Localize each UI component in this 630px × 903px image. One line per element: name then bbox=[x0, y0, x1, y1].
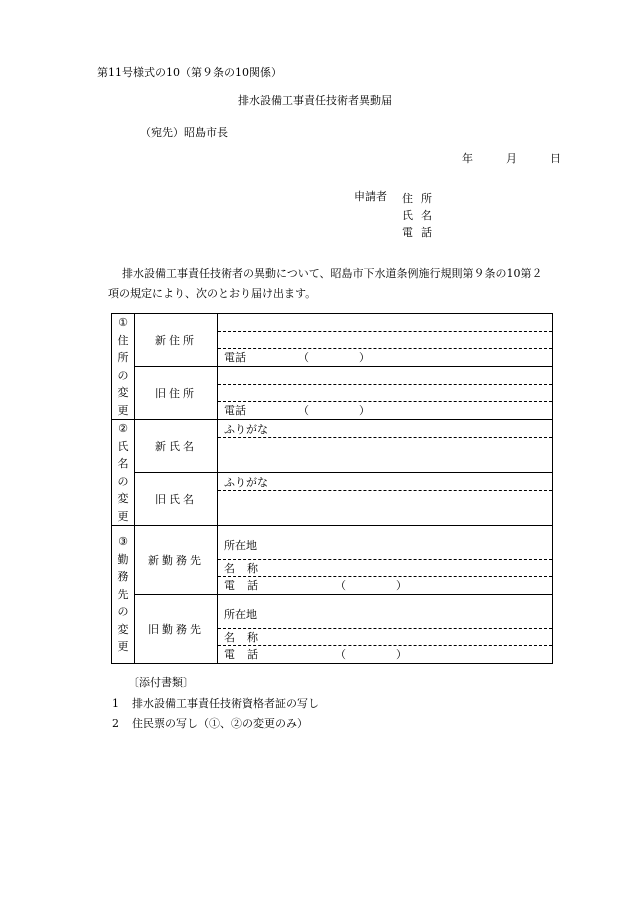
date-day-label: 日 bbox=[550, 152, 561, 165]
old-address-line-2[interactable] bbox=[218, 385, 552, 402]
new-address-line-2[interactable] bbox=[218, 332, 552, 349]
new-address-line-1[interactable] bbox=[218, 315, 552, 332]
new-address-phone[interactable]: 電話 （ ） bbox=[224, 350, 370, 364]
old-workplace-label: 旧勤務先 bbox=[135, 595, 218, 664]
old-address-fields[interactable] bbox=[218, 367, 553, 420]
body-text bbox=[108, 264, 548, 304]
attachment-item: 1 排水設備工事責任技術資格者証の写し bbox=[112, 697, 319, 710]
new-workplace-phone[interactable]: 電話 （ ） bbox=[224, 579, 407, 592]
applicant-phone-label: 電話 bbox=[402, 226, 440, 239]
new-name-input[interactable] bbox=[218, 438, 552, 472]
new-workplace-label: 新勤務先 bbox=[135, 526, 218, 595]
old-workplace-phone[interactable]: 電話 （ ） bbox=[224, 648, 407, 661]
old-name-label: 旧氏名 bbox=[135, 473, 218, 526]
section-workplace-change: ③ 勤 務 先 の 変 更 bbox=[112, 526, 135, 664]
old-address-label: 旧住所 bbox=[135, 367, 218, 420]
applicant-address-label: 住所 bbox=[402, 192, 440, 205]
date-row bbox=[462, 152, 561, 166]
old-name-furigana[interactable]: ふりがな bbox=[218, 474, 552, 491]
new-workplace-fields[interactable] bbox=[218, 526, 553, 595]
applicant-fields bbox=[402, 190, 440, 241]
new-name-furigana[interactable]: ふりがな bbox=[218, 421, 552, 438]
page-title: 排水設備工事責任技術者異動届 bbox=[238, 94, 392, 107]
old-name-fields[interactable] bbox=[218, 473, 553, 526]
date-month-label: 月 bbox=[506, 152, 517, 165]
old-workplace-fields[interactable] bbox=[218, 595, 553, 664]
change-form-table bbox=[111, 313, 553, 664]
new-address-fields[interactable] bbox=[218, 314, 553, 367]
new-address-label: 新住所 bbox=[135, 314, 218, 367]
old-workplace-location[interactable]: 所在地 bbox=[218, 595, 552, 629]
old-name-input[interactable] bbox=[218, 491, 552, 525]
attachments-heading: 〔添付書類〕 bbox=[128, 676, 194, 689]
old-address-phone[interactable]: 電話 （ ） bbox=[224, 403, 370, 417]
attachment-item: 2 住民票の写し（①、②の変更のみ） bbox=[112, 717, 308, 730]
form-number: 第11号様式の10（第９条の10関係） bbox=[97, 66, 282, 79]
addressee: （宛先）昭島市長 bbox=[140, 126, 228, 139]
applicant-name-label: 氏名 bbox=[402, 209, 440, 222]
date-year-label: 年 bbox=[462, 152, 473, 165]
new-workplace-name[interactable]: 名称 bbox=[218, 560, 552, 577]
new-name-fields[interactable] bbox=[218, 420, 553, 473]
new-workplace-location[interactable]: 所在地 bbox=[218, 526, 552, 560]
section-address-change: ① 住 所 の 変 更 bbox=[112, 314, 135, 420]
new-name-label: 新氏名 bbox=[135, 420, 218, 473]
old-workplace-name[interactable]: 名称 bbox=[218, 629, 552, 646]
section-name-change: ② 氏 名 の 変 更 bbox=[112, 420, 135, 526]
old-address-line-1[interactable] bbox=[218, 368, 552, 385]
body-line-2: 項の規定により、次のとおり届け出ます。 bbox=[108, 287, 317, 300]
body-line-1: 排水設備工事責任技術者の異動について、昭島市下水道条例施行規則第９条の10第２ bbox=[122, 267, 543, 280]
applicant-label: 申請者 bbox=[354, 190, 387, 203]
